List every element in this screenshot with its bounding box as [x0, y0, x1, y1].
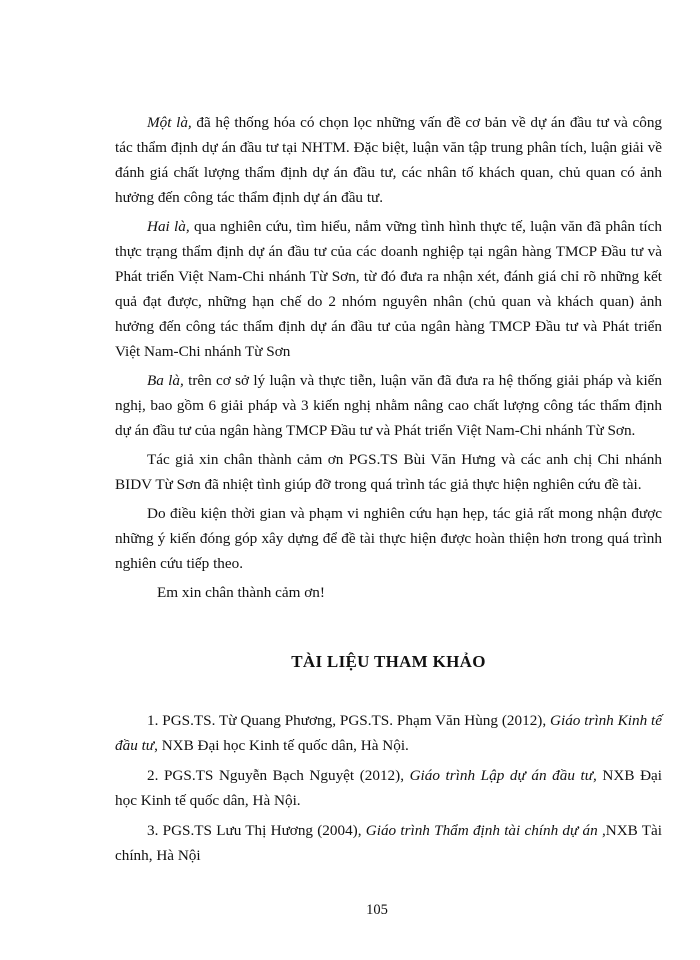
- paragraph-two-lead: Hai là,: [147, 218, 190, 235]
- page-number: 105: [366, 902, 388, 918]
- acknowledgement-paragraph: [115, 447, 662, 497]
- paragraph-two-text: qua nghiên cứu, tìm hiểu, nắm vững tình hình thực tế, luận văn đã phân tích thực trạng thẩm định dự án đầu tư của các doanh nghiệp tại ngân hàng TMCP Đầu tư và Phát triển Việt Nam-Chi nhánh Từ Sơn, từ đó đưa ra nhận xét, đánh giá chỉ rõ những kết quả đạt được, những hạn chế do 2 nhóm nguyên nhân (chủ quan và khách quan) ảnh hưởng đến công tác thẩm định dự án đầu tư của ngân hàng TMCP Đầu tư và Phát triển Việt Nam-Chi nhánh Từ Sơn: [115, 218, 662, 360]
- reference-authors: 2. PGS.TS Nguyễn Bạch Nguyệt (2012),: [147, 767, 410, 784]
- reference-item: [115, 708, 662, 758]
- references-heading: TÀI LIỆU THAM KHẢO: [291, 652, 486, 671]
- reference-item: [115, 818, 662, 868]
- reference-publisher: NXB Đại học Kinh tế quốc dân, Hà Nội.: [115, 767, 662, 809]
- references-list: [115, 708, 662, 873]
- paragraph-three-text: trên cơ sở lý luận và thực tiễn, luận văn đã đưa ra hệ thống giải pháp và kiến nghị, bao gồm 6 giải pháp và 3 kiến nghị nhằm nâng cao chất lượng công tác thẩm định dự án đầu tư của ngân hàng TMCP Đầu tư và Phát triển Việt Nam-Chi nhánh Từ Sơn.: [115, 372, 663, 439]
- acknowledgement-text: Tác giả xin chân thành cảm ơn PGS.TS Bùi Văn Hưng và các anh chị Chi nhánh BIDV Từ Sơn đã nhiệt tình giúp đỡ trong quá trình tác giả thực hiện nghiên cứu đề tài.: [115, 451, 662, 493]
- reference-title: Giáo trình Thẩm định tài chính dự án: [365, 822, 598, 839]
- limitation-text: Do điều kiện thời gian và phạm vi nghiên cứu hạn hẹp, tác giả rất mong nhận được những ý kiến đóng góp xây dựng để đề tài thực hiện được hoàn thiện hơn trong quá trình nghiên cứu tiếp theo.: [115, 505, 662, 572]
- reference-item: [115, 763, 662, 813]
- paragraph-one-text: đã hệ thống hóa có chọn lọc những vấn đề cơ bản về dự án đầu tư và công tác thẩm định dự án đầu tư tại NHTM. Đặc biệt, luận văn tập trung phân tích, luận giải về đánh giá chất lượng thẩm định dự án đầu tư, các nhân tố khách quan, chủ quan có ảnh hưởng đến công tác thẩm định dự án đầu tư.: [115, 114, 663, 206]
- reference-authors: 3. PGS.TS Lưu Thị Hương (2004),: [147, 822, 366, 839]
- reference-publisher: , NXB Đại học Kinh tế quốc dân, Hà Nội.: [154, 737, 409, 754]
- paragraph-three-lead: Ba là,: [147, 372, 184, 389]
- reference-authors: 1. PGS.TS. Từ Quang Phương, PGS.TS. Phạm Văn Hùng (2012),: [147, 712, 550, 729]
- paragraph-one-lead: Một là,: [147, 114, 192, 131]
- paragraph-one: [115, 110, 662, 210]
- closing-line: Em xin chân thành cảm ơn!: [157, 584, 325, 601]
- limitation-paragraph: [115, 501, 662, 576]
- reference-title: Giáo trình Lập dự án đầu tư,: [409, 767, 597, 784]
- reference-title: Giáo trình Kinh tế đầu tư: [115, 712, 662, 754]
- paragraph-three: [115, 368, 662, 443]
- conclusion-body: [115, 110, 662, 609]
- paragraph-two: [115, 214, 662, 364]
- reference-publisher: ,NXB Tài chính, Hà Nội: [115, 822, 662, 864]
